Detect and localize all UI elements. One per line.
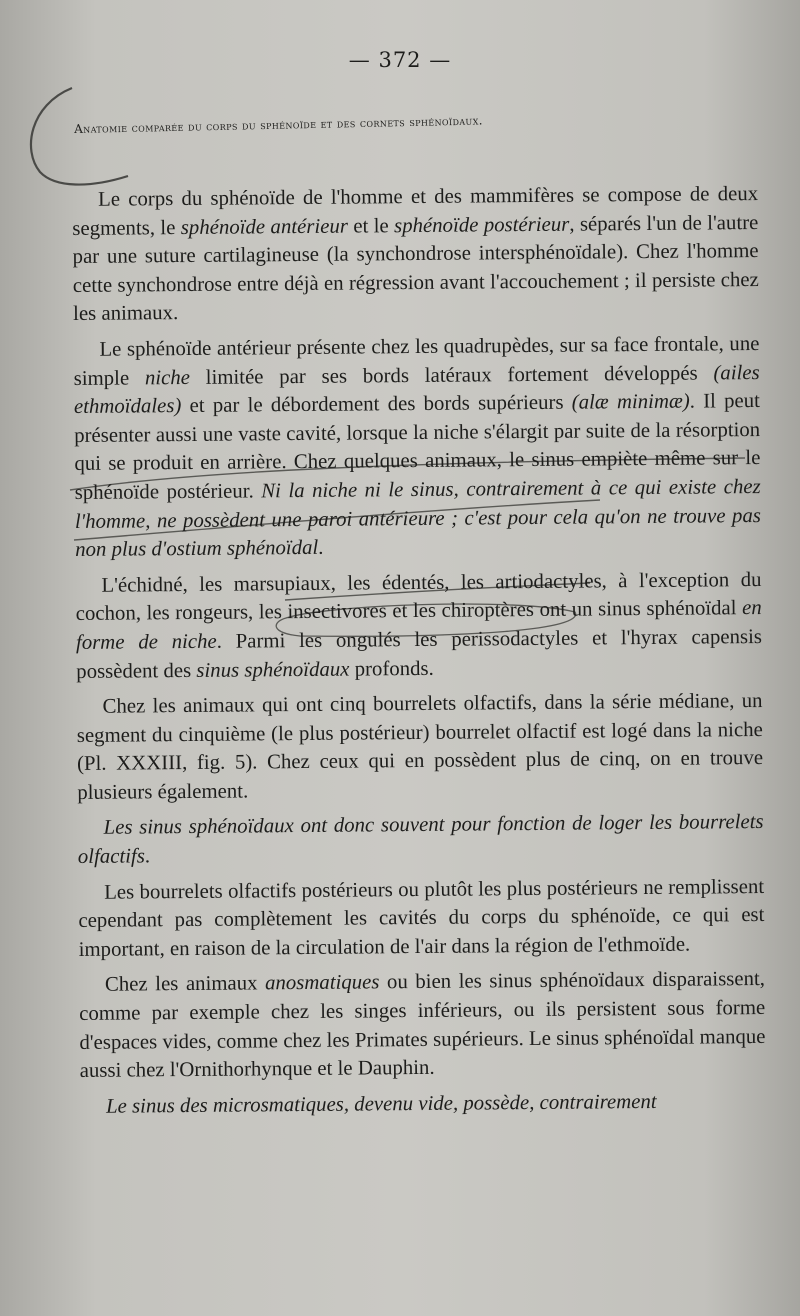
italic-run: (ailes ethmoïdales) <box>73 360 760 419</box>
italic-run: Les sinus sphénoïdaux ont donc souvent pour fonction de loger les bourrelets olfactifs <box>77 810 764 869</box>
italic-run: sinus sphénoïdaux <box>196 657 350 682</box>
paragraph <box>76 687 763 807</box>
paragraph <box>80 1087 766 1122</box>
page-number: — 372 — <box>348 48 452 72</box>
margin-bracket-mark <box>31 88 128 185</box>
text-run: Le corps du sphénoïde de l'homme et des mammifères se compose de deux segments, le <box>72 182 759 240</box>
text-run: . Parmi les ongulés les perissodactyles et l'hyrax capensis possèdent des <box>76 624 763 683</box>
text-run: ou bien les sinus sphénoïdaux disparaissent, comme par exemple chez les singes inférieurs, ou ils persistent sous forme d'espaces vides, comme chez les Primates supérieurs. Le sinus sphénoïdal manque aussi chez l'Ornithorhynque et le Dauphin. <box>79 967 766 1083</box>
italic-run: sphénoïde postérieur <box>393 212 570 237</box>
italic-run: niche <box>144 365 191 389</box>
italic-run: anosmatiques <box>264 970 380 995</box>
text-run: et par le débordement des bords supérieurs <box>181 390 572 418</box>
text-run: limitée par ses bords latéraux fortement développés <box>189 360 714 389</box>
italic-run: Ni la niche ni le sinus, contrairement à ce qui existe chez l'homme, ne possèdent une paroi antérieure ; c'est pour cela qu'on ne trouve pas non plus d'ostium sphénoïdal <box>74 474 761 562</box>
italic-run: sphénoïde antérieur <box>180 214 348 239</box>
italic-run: en forme de niche <box>75 596 762 654</box>
paragraph <box>77 808 763 871</box>
paragraph <box>73 330 761 565</box>
text-run: profonds. <box>349 656 434 681</box>
text-run: Chez les animaux <box>104 971 266 997</box>
text-run: et le <box>347 213 395 238</box>
section-heading: Anatomie comparée du corps du sphénoïde et des cornets sphénoïdaux. <box>74 113 484 136</box>
paragraph <box>72 180 759 329</box>
paragraph <box>75 566 762 686</box>
text-run: , séparés l'un de l'autre par une suture cartilagineuse (la synchondrose intersphénoïdale). Chez l'homme cette synchondrose entre déjà en régression avant l'accouchement ; il persiste chez les animaux. <box>72 210 759 326</box>
text-run: Le sphénoïde antérieur présente chez les quadrupèdes, sur sa face frontale, une simple <box>73 331 760 390</box>
italic-run: Le sinus des microsmatiques, devenu vide, possède, contrairement <box>105 1089 657 1118</box>
text-run: . <box>318 535 324 559</box>
text-run: . Il peut présenter aussi une vaste cavité, lorsque la niche s'élargit par suite de la résorption qui se produit en arrière. Chez quelques animaux, le sinus empiète même sur le sphénoïde postérieur. <box>74 389 761 504</box>
text-run: . <box>144 844 151 868</box>
paragraph <box>79 965 766 1085</box>
text-run: Chez les animaux qui ont cinq bourrelets olfactifs, dans la série médiane, un segment du cinquième (le plus postérieur) bourrelet olfactif est logé dans la niche (Pl. XXXIII, fig. 5). Chez ceux qui en possèdent plus de cinq, on en trouve plusieurs également. <box>76 689 764 804</box>
italic-run: (alæ minimæ) <box>571 389 690 414</box>
text-run: L'échidné, les marsupiaux, les édentés, les artiodactyles, à l'exception du cochon, les rongeurs, les insectivores et les chiroptères ont un sinus sphénoïdal <box>75 567 762 626</box>
body-text <box>72 180 766 1128</box>
paragraph <box>78 873 765 965</box>
text-run: Les bourrelets olfactifs postérieurs ou plutôt les plus postérieurs ne remplissent cependant pas complètement les cavités du corps du sphénoïde, ce qui est important, en raison de la circulation de l'air dans la région de l'ethmoïde. <box>78 874 765 961</box>
